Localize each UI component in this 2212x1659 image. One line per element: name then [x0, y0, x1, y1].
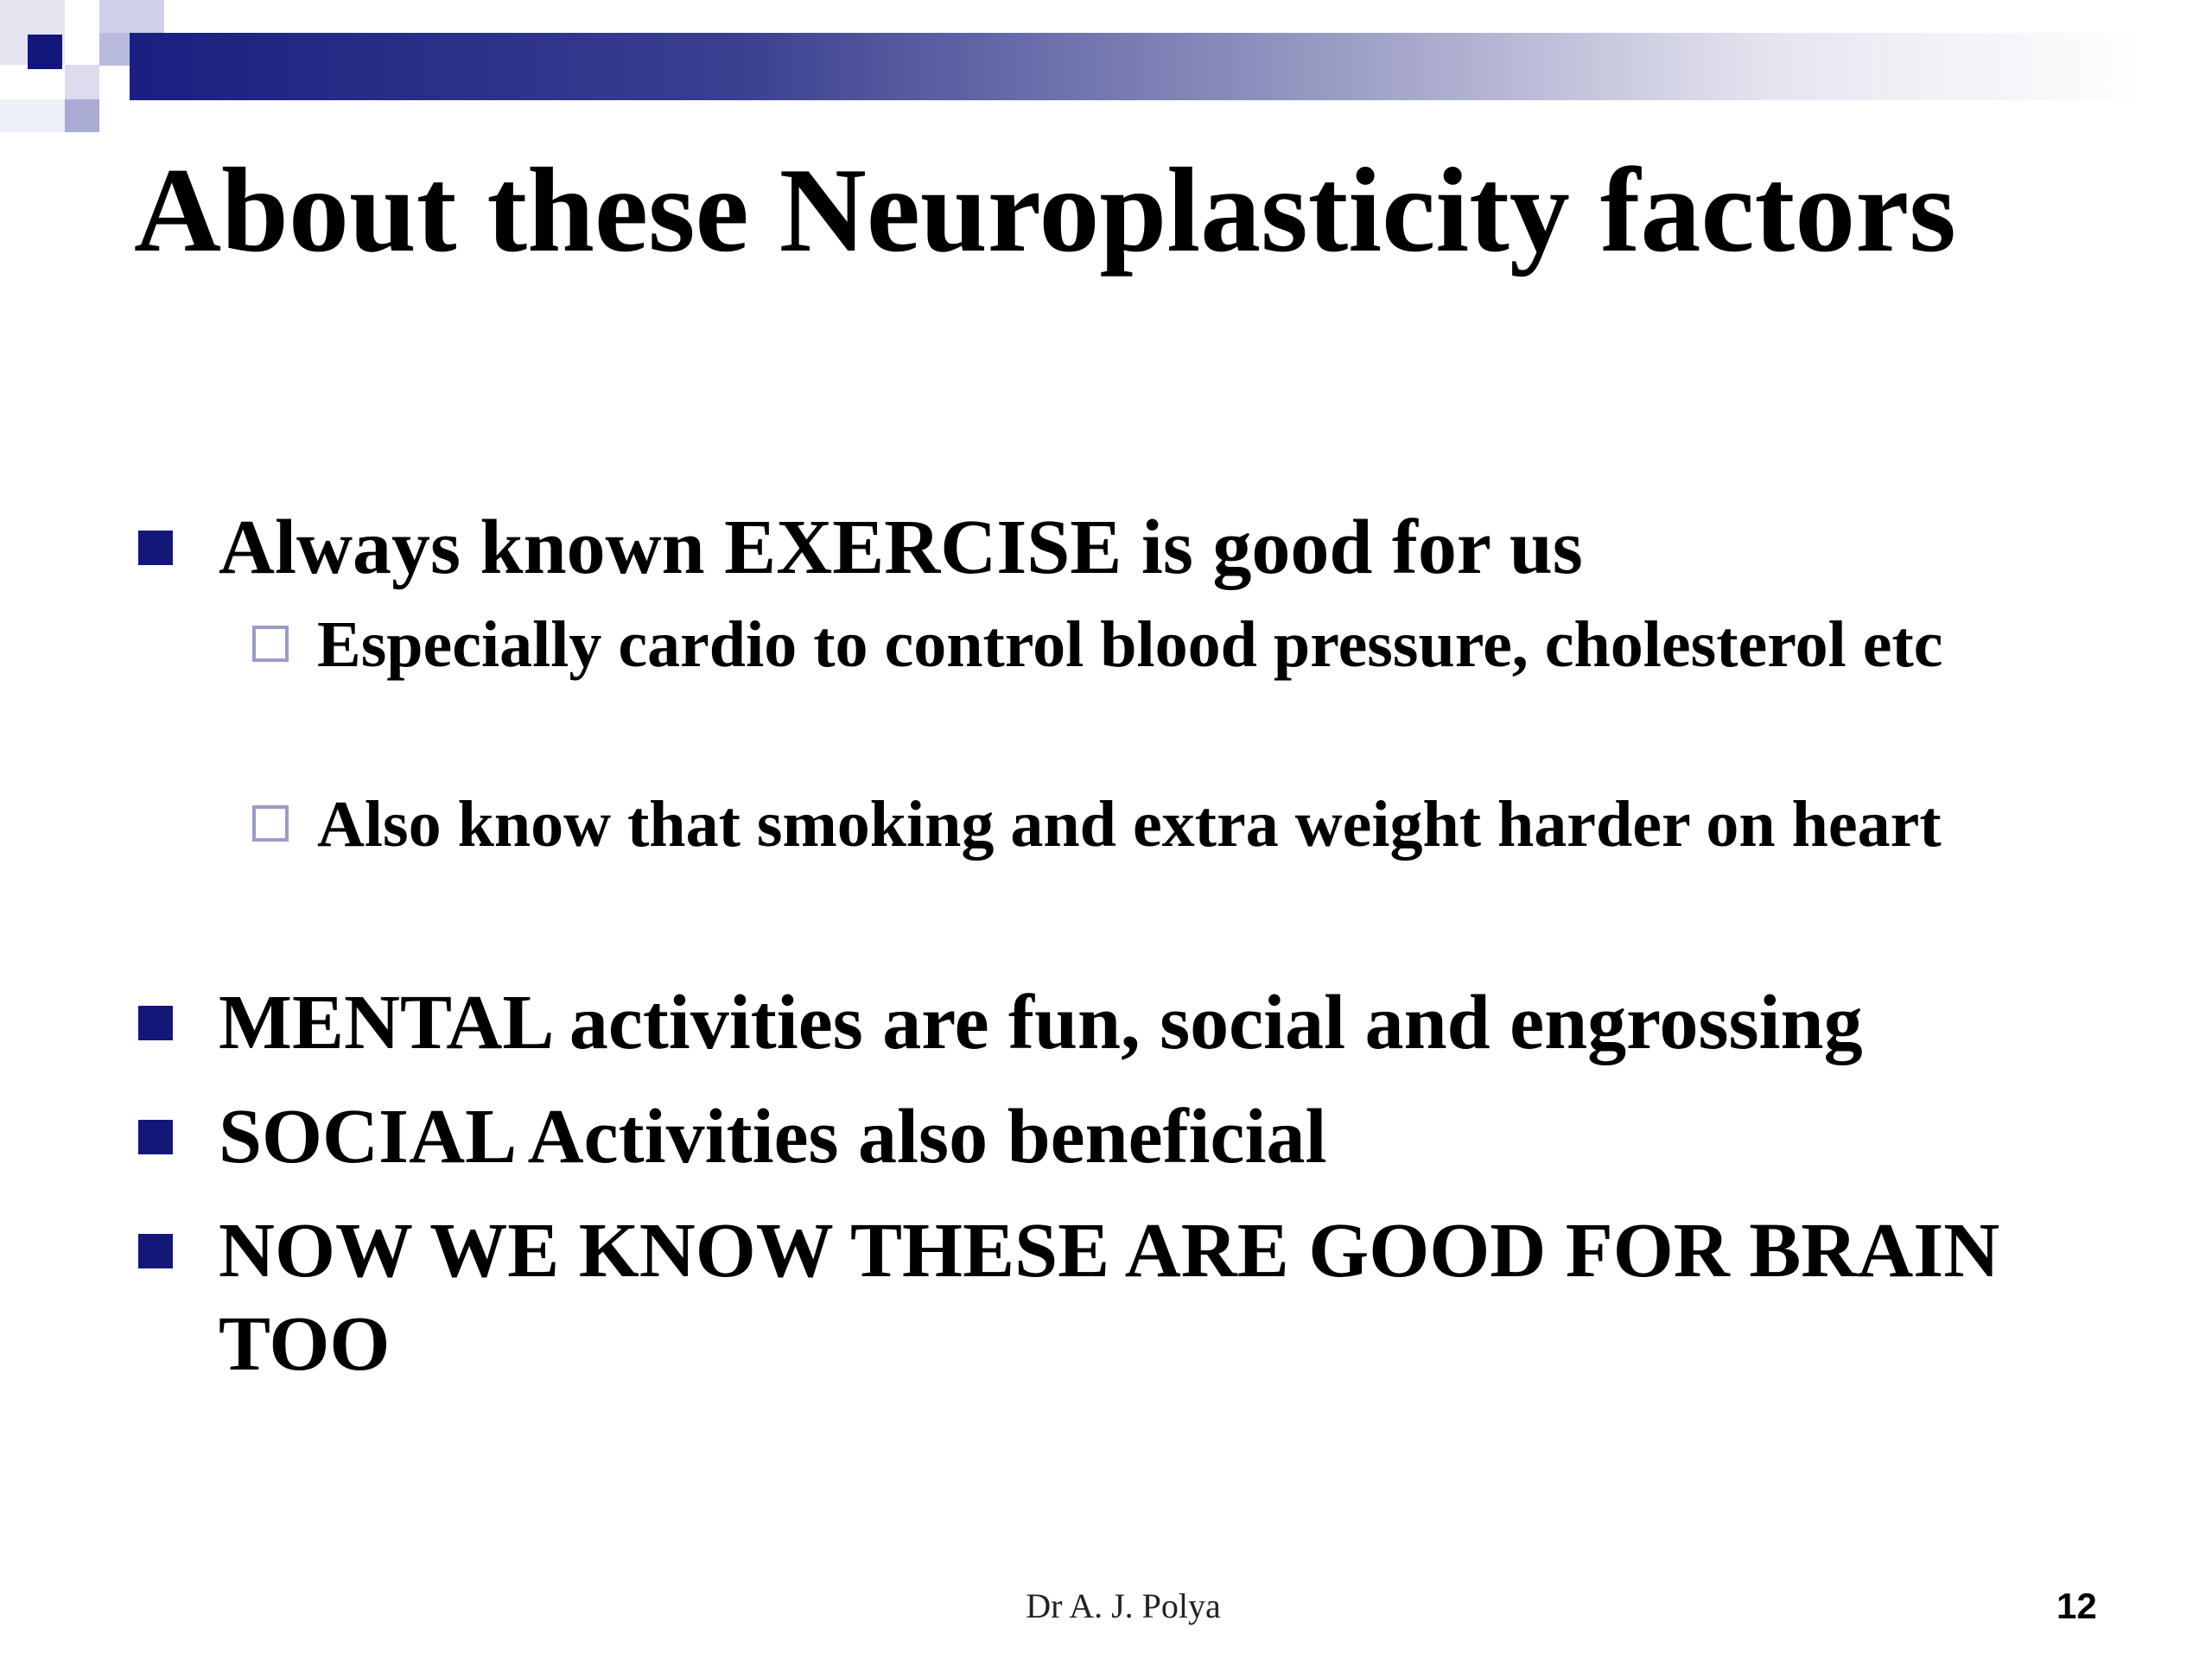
slide-title: About these Neuroplasticity factors: [134, 143, 1956, 277]
header-gradient-bar: [130, 33, 2143, 100]
square-bullet-icon: [138, 1120, 173, 1154]
page-number: 12: [2056, 1586, 2097, 1626]
hollow-square-bullet-icon: [252, 805, 289, 842]
list-item: Always known EXERCISE is good for us: [219, 505, 1583, 590]
list-item: MENTAL activities are fun, social and engrossing: [219, 980, 1863, 1065]
square-bullet-icon: [138, 1006, 173, 1040]
square-bullet-icon: [138, 531, 173, 565]
footer-author: Dr A. J. Polya: [1026, 1586, 1221, 1625]
list-item: Especially cardio to control blood pressure, cholesterol etc: [317, 608, 1943, 681]
decor-square-icon: [28, 35, 62, 69]
square-bullet-icon: [138, 1234, 173, 1268]
list-item: SOCIAL Activities also beneficial: [219, 1094, 1327, 1179]
list-item: Also know that smoking and extra weight harder on heart: [317, 788, 1942, 861]
decor-square-icon: [0, 99, 65, 132]
hollow-square-bullet-icon: [252, 626, 289, 662]
list-item: NOW WE KNOW THESE ARE GOOD FOR BRAIN TOO: [219, 1208, 2000, 1387]
decor-square-icon: [65, 99, 99, 132]
